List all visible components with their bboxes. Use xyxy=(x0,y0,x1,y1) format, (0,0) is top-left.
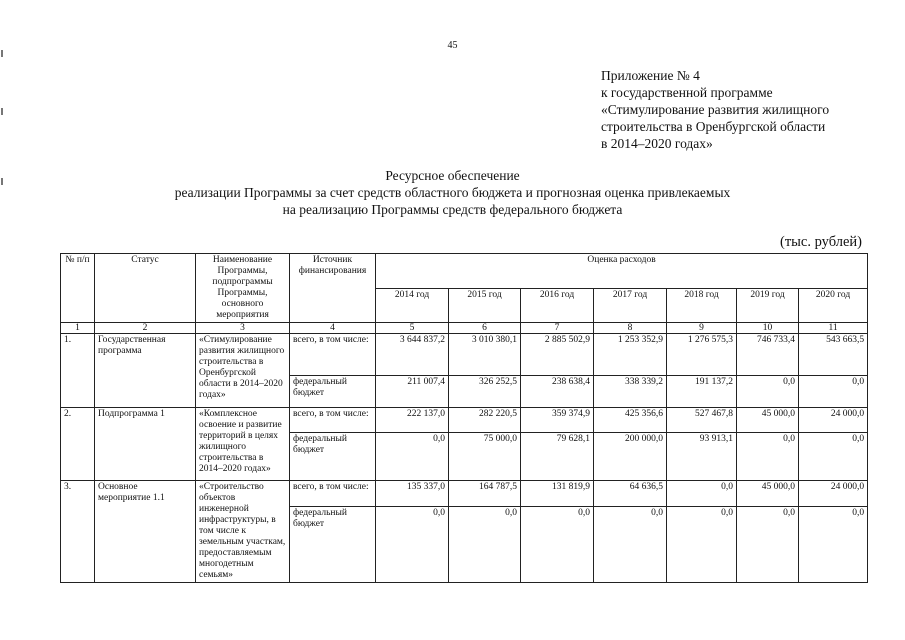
header-year: 2016 год xyxy=(521,288,594,323)
scan-margin-mark xyxy=(1,108,3,115)
column-index: 7 xyxy=(521,323,594,334)
value-cell: 338 339,2 xyxy=(594,376,667,408)
row-name: «Строительство объектов инженерной инфраструктуры, в том числе к земельным участкам, предоставляемым многодетным семьям» xyxy=(196,481,290,583)
value-cell: 93 913,1 xyxy=(667,433,737,481)
header-num: № п/п xyxy=(61,254,95,323)
header-year: 2015 год xyxy=(449,288,521,323)
value-cell: 0,0 xyxy=(799,433,868,481)
value-cell: 0,0 xyxy=(449,506,521,582)
appendix-line: «Стимулирование развития жилищного xyxy=(601,102,830,117)
header-year: 2014 год xyxy=(376,288,449,323)
column-index: 11 xyxy=(799,323,868,334)
value-cell: 164 787,5 xyxy=(449,481,521,507)
appendix-line: в 2014–2020 годах» xyxy=(601,136,713,151)
header-source: Источник финансирования xyxy=(290,254,376,323)
column-index: 10 xyxy=(737,323,799,334)
page-number: 45 xyxy=(447,40,458,51)
column-index: 9 xyxy=(667,323,737,334)
value-cell: 0,0 xyxy=(667,506,737,582)
header-estimate: Оценка расходов xyxy=(376,254,868,289)
value-cell: 543 663,5 xyxy=(799,334,868,376)
document-title xyxy=(0,167,905,218)
scan-margin-mark xyxy=(1,50,3,57)
value-cell: 1 253 352,9 xyxy=(594,334,667,376)
column-index: 4 xyxy=(290,323,376,334)
resource-table xyxy=(60,253,868,583)
value-cell: 746 733,4 xyxy=(737,334,799,376)
row-source: всего, в том числе: xyxy=(290,481,376,507)
value-cell: 359 374,9 xyxy=(521,408,594,433)
column-index: 3 xyxy=(196,323,290,334)
row-source: федеральный бюджет xyxy=(290,506,376,582)
value-cell: 0,0 xyxy=(376,506,449,582)
value-cell: 45 000,0 xyxy=(737,481,799,507)
value-cell: 0,0 xyxy=(594,506,667,582)
table-row xyxy=(61,334,868,376)
value-cell: 135 337,0 xyxy=(376,481,449,507)
row-status: Подпрограмма 1 xyxy=(95,408,196,481)
value-cell: 0,0 xyxy=(667,481,737,507)
title-line: на реализацию Программы средств федерального бюджета xyxy=(282,202,623,217)
value-cell: 24 000,0 xyxy=(799,408,868,433)
column-index-row xyxy=(61,323,868,334)
value-cell: 191 137,2 xyxy=(667,376,737,408)
value-cell: 211 007,4 xyxy=(376,376,449,408)
header-year: 2017 год xyxy=(594,288,667,323)
value-cell: 425 356,6 xyxy=(594,408,667,433)
value-cell: 0,0 xyxy=(737,433,799,481)
appendix-line: Приложение № 4 xyxy=(601,68,700,83)
value-cell: 3 644 837,2 xyxy=(376,334,449,376)
row-status: Основное мероприятие 1.1 xyxy=(95,481,196,583)
value-cell: 282 220,5 xyxy=(449,408,521,433)
value-cell: 45 000,0 xyxy=(737,408,799,433)
appendix-block xyxy=(601,67,829,152)
column-index: 5 xyxy=(376,323,449,334)
value-cell: 222 137,0 xyxy=(376,408,449,433)
value-cell: 0,0 xyxy=(737,376,799,408)
header-year: 2019 год xyxy=(737,288,799,323)
header-year: 2018 год xyxy=(667,288,737,323)
column-index: 6 xyxy=(449,323,521,334)
header-year: 2020 год xyxy=(799,288,868,323)
value-cell: 0,0 xyxy=(799,376,868,408)
row-source: федеральный бюджет xyxy=(290,376,376,408)
column-index: 2 xyxy=(95,323,196,334)
value-cell: 527 467,8 xyxy=(667,408,737,433)
value-cell: 0,0 xyxy=(799,506,868,582)
value-cell: 2 885 502,9 xyxy=(521,334,594,376)
value-cell: 0,0 xyxy=(521,506,594,582)
appendix-line: строительства в Оренбургской области xyxy=(601,119,826,134)
table-row xyxy=(61,481,868,507)
header-status: Статус xyxy=(95,254,196,323)
value-cell: 326 252,5 xyxy=(449,376,521,408)
value-cell: 24 000,0 xyxy=(799,481,868,507)
row-name: «Стимулирование развития жилищного строительства в Оренбургской области в 2014–2020 годах» xyxy=(196,334,290,408)
title-line: реализации Программы за счет средств областного бюджета и прогнозная оценка привлекаемых xyxy=(174,185,731,200)
row-name: «Комплексное освоение и развитие территорий в целях жилищного строительства в 2014–2020 годах» xyxy=(196,408,290,481)
value-cell: 0,0 xyxy=(376,433,449,481)
units-label: (тыс. рублей) xyxy=(780,234,862,250)
row-status: Государственная программа xyxy=(95,334,196,408)
title-line: Ресурсное обеспечение xyxy=(385,168,520,183)
row-source: всего, в том числе: xyxy=(290,334,376,376)
column-index: 8 xyxy=(594,323,667,334)
row-number: 3. xyxy=(61,481,95,583)
row-source: всего, в том числе: xyxy=(290,408,376,433)
value-cell: 0,0 xyxy=(737,506,799,582)
value-cell: 200 000,0 xyxy=(594,433,667,481)
appendix-line: к государственной программе xyxy=(601,85,773,100)
table-row xyxy=(61,408,868,433)
value-cell: 131 819,9 xyxy=(521,481,594,507)
value-cell: 79 628,1 xyxy=(521,433,594,481)
value-cell: 75 000,0 xyxy=(449,433,521,481)
header-name: Наименование Программы, подпрограммы Программы, основного мероприятия xyxy=(196,254,290,323)
column-index: 1 xyxy=(61,323,95,334)
value-cell: 1 276 575,3 xyxy=(667,334,737,376)
value-cell: 238 638,4 xyxy=(521,376,594,408)
row-source: федеральный бюджет xyxy=(290,433,376,481)
row-number: 1. xyxy=(61,334,95,408)
value-cell: 64 636,5 xyxy=(594,481,667,507)
value-cell: 3 010 380,1 xyxy=(449,334,521,376)
row-number: 2. xyxy=(61,408,95,481)
